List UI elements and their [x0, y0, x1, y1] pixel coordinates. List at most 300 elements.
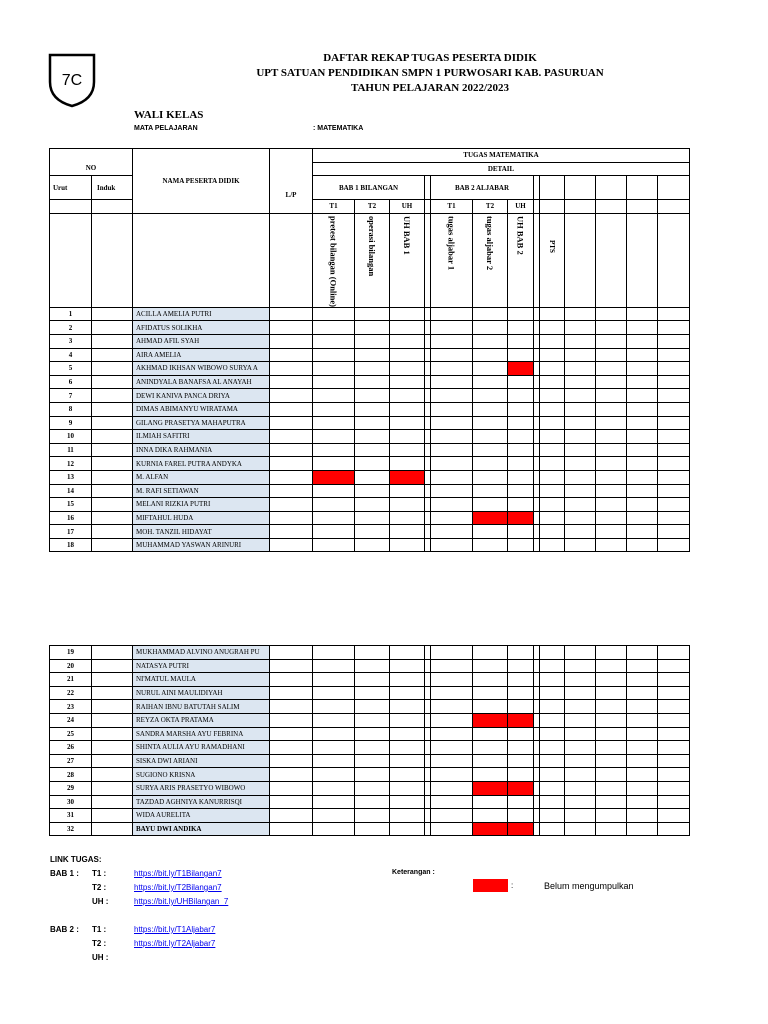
task-cell	[658, 795, 690, 809]
table-row	[50, 498, 690, 512]
student-lp	[270, 457, 313, 471]
task-cell	[473, 402, 508, 416]
task-cell	[565, 754, 596, 768]
legend-red-swatch	[473, 879, 508, 892]
task-cell	[627, 443, 658, 457]
task-cell	[313, 443, 355, 457]
bab2-t2-label: T2 :	[92, 939, 107, 948]
task-cell	[431, 430, 473, 444]
bab2-uh-label: UH :	[92, 953, 109, 962]
task-cell	[540, 809, 565, 823]
task-cell	[355, 646, 390, 660]
student-name: DIMAS ABIMANYU WIRATAMA	[133, 402, 270, 416]
desc-pts: PTS	[548, 239, 556, 253]
task-cell	[473, 646, 508, 660]
task-cell	[355, 402, 390, 416]
task-cell-missing	[508, 511, 534, 525]
task-cell	[627, 375, 658, 389]
task-cell	[596, 713, 627, 727]
task-cell	[355, 389, 390, 403]
table-row	[50, 686, 690, 700]
student-name: NURUL AINI MAULIDIYAH	[133, 686, 270, 700]
task-cell	[540, 457, 565, 471]
task-cell	[355, 713, 390, 727]
bab2-t2-link[interactable]: https://bit.ly/T2Aljabar7	[134, 939, 216, 948]
bab1-header: BAB 1 BILANGAN	[313, 176, 425, 200]
student-name: REYZA OKTA PRATAMA	[133, 713, 270, 727]
task-cell	[627, 362, 658, 376]
task-cell	[431, 362, 473, 376]
task-cell	[565, 457, 596, 471]
task-cell	[431, 727, 473, 741]
task-cell	[313, 538, 355, 552]
student-induk	[92, 822, 133, 836]
task-cell-missing	[508, 781, 534, 795]
student-induk	[92, 498, 133, 512]
student-induk	[92, 713, 133, 727]
task-cell	[596, 470, 627, 484]
task-cell	[596, 538, 627, 552]
student-number: 31	[50, 809, 92, 823]
task-cell	[313, 389, 355, 403]
table-row	[50, 538, 690, 552]
task-cell	[565, 334, 596, 348]
task-cell	[313, 646, 355, 660]
student-number: 17	[50, 525, 92, 539]
bab1-uh-label: UH :	[92, 897, 109, 906]
task-cell	[540, 538, 565, 552]
recap-table-part-1	[49, 148, 690, 552]
bab1-uh-header: UH	[390, 200, 425, 214]
task-cell	[355, 781, 390, 795]
task-cell	[627, 525, 658, 539]
student-lp	[270, 416, 313, 430]
task-cell	[540, 402, 565, 416]
bab2-uh-header: UH	[508, 200, 534, 214]
student-induk	[92, 525, 133, 539]
student-induk	[92, 457, 133, 471]
task-cell	[540, 430, 565, 444]
task-cell	[431, 348, 473, 362]
task-cell	[355, 673, 390, 687]
task-cell	[565, 348, 596, 362]
task-cell	[658, 511, 690, 525]
student-lp	[270, 822, 313, 836]
student-name: TAZDAD AGHNIYA KANURRISQI	[133, 795, 270, 809]
student-induk	[92, 795, 133, 809]
task-cell	[431, 457, 473, 471]
task-cell	[473, 389, 508, 403]
task-cell	[627, 741, 658, 755]
student-lp	[270, 809, 313, 823]
task-cell	[390, 443, 425, 457]
student-lp	[270, 713, 313, 727]
desc-aljabar-1: tugas aljabar 1	[446, 215, 457, 270]
task-cell	[508, 348, 534, 362]
student-induk	[92, 470, 133, 484]
student-name: MUHAMMAD YASWAN ARINURI	[133, 538, 270, 552]
bab1-t1-link[interactable]: https://bit.ly/T1Bilangan7	[134, 869, 222, 878]
student-lp	[270, 334, 313, 348]
task-cell	[355, 362, 390, 376]
student-name: WIDA AURELITA	[133, 809, 270, 823]
task-cell	[565, 822, 596, 836]
task-cell	[627, 416, 658, 430]
bab1-t1-label: T1 :	[92, 869, 107, 878]
task-cell	[565, 470, 596, 484]
class-badge-logo	[47, 52, 97, 108]
task-cell	[390, 307, 425, 321]
task-cell	[596, 362, 627, 376]
task-cell	[431, 443, 473, 457]
task-cell	[565, 795, 596, 809]
task-cell	[565, 538, 596, 552]
task-cell	[627, 389, 658, 403]
task-cell	[540, 741, 565, 755]
task-cell	[355, 375, 390, 389]
table-row	[50, 375, 690, 389]
task-cell	[431, 334, 473, 348]
task-cell	[627, 659, 658, 673]
task-cell	[540, 416, 565, 430]
task-cell	[540, 470, 565, 484]
student-name: M. RAFI SETIAWAN	[133, 484, 270, 498]
task-cell	[431, 646, 473, 660]
task-cell	[390, 321, 425, 335]
student-number: 10	[50, 430, 92, 444]
table-row	[50, 795, 690, 809]
task-cell	[390, 375, 425, 389]
task-cell	[355, 348, 390, 362]
task-cell	[431, 525, 473, 539]
task-cell	[473, 525, 508, 539]
task-cell	[313, 321, 355, 335]
task-cell	[431, 389, 473, 403]
table-row	[50, 362, 690, 376]
task-cell	[508, 457, 534, 471]
task-cell	[565, 443, 596, 457]
task-cell	[540, 686, 565, 700]
task-cell	[565, 321, 596, 335]
task-cell-missing	[313, 470, 355, 484]
bab2-t1-label: T1 :	[92, 925, 107, 934]
task-cell	[313, 484, 355, 498]
link-tugas-label: LINK TUGAS:	[50, 855, 102, 864]
table-row	[50, 443, 690, 457]
task-cell	[540, 362, 565, 376]
student-induk	[92, 430, 133, 444]
student-induk	[92, 321, 133, 335]
task-cell	[627, 781, 658, 795]
task-cell	[431, 659, 473, 673]
task-cell	[473, 727, 508, 741]
task-cell	[596, 402, 627, 416]
task-cell	[431, 781, 473, 795]
task-cell	[658, 307, 690, 321]
task-cell	[355, 334, 390, 348]
task-cell	[431, 686, 473, 700]
task-cell	[565, 673, 596, 687]
task-cell	[431, 321, 473, 335]
task-cell	[658, 362, 690, 376]
task-cell	[431, 741, 473, 755]
task-cell	[508, 484, 534, 498]
task-cell-missing	[473, 822, 508, 836]
task-cell	[565, 402, 596, 416]
table-row	[50, 659, 690, 673]
task-cell	[508, 402, 534, 416]
student-lp	[270, 321, 313, 335]
task-cell	[390, 538, 425, 552]
table-row	[50, 822, 690, 836]
student-induk	[92, 646, 133, 660]
task-cell	[390, 498, 425, 512]
student-induk	[92, 307, 133, 321]
task-cell	[313, 430, 355, 444]
task-cell	[473, 659, 508, 673]
student-name: SISKA DWI ARIANI	[133, 754, 270, 768]
task-cell	[658, 402, 690, 416]
bab1-t1-header: T1	[313, 200, 355, 214]
student-induk	[92, 727, 133, 741]
task-cell	[658, 498, 690, 512]
task-cell	[596, 673, 627, 687]
task-cell	[390, 673, 425, 687]
task-cell	[313, 727, 355, 741]
task-cell	[355, 754, 390, 768]
task-cell	[540, 307, 565, 321]
task-cell	[431, 538, 473, 552]
task-cell	[596, 389, 627, 403]
task-cell	[473, 538, 508, 552]
student-number: 16	[50, 511, 92, 525]
task-cell	[627, 538, 658, 552]
student-induk	[92, 416, 133, 430]
task-cell	[596, 484, 627, 498]
task-cell	[540, 334, 565, 348]
task-cell	[355, 511, 390, 525]
task-cell	[508, 727, 534, 741]
task-cell-missing	[508, 362, 534, 376]
task-cell	[658, 659, 690, 673]
task-cell	[596, 375, 627, 389]
student-number: 9	[50, 416, 92, 430]
task-cell	[565, 389, 596, 403]
task-cell	[658, 727, 690, 741]
task-cell-missing	[508, 713, 534, 727]
task-cell	[540, 781, 565, 795]
task-cell	[473, 754, 508, 768]
student-number: 28	[50, 768, 92, 782]
task-cell	[313, 686, 355, 700]
class-badge-text: 7C	[61, 72, 83, 89]
recap-table-part-2	[49, 645, 690, 836]
student-induk	[92, 443, 133, 457]
table-row	[50, 781, 690, 795]
student-name: ANINDYALA BANAFSA AL ANAYAH	[133, 375, 270, 389]
task-cell	[565, 659, 596, 673]
student-lp	[270, 768, 313, 782]
bab1-uh-link[interactable]: https://bit.ly/UHBilangan_7	[134, 897, 229, 906]
title-line-2: UPT SATUAN PENDIDIKAN SMPN 1 PURWOSARI KAB. PASURUAN	[256, 67, 604, 79]
student-name: BAYU DWI ANDIKA	[133, 822, 270, 836]
desc-uh-bab2: UH BAB 2	[515, 215, 526, 255]
task-cell	[565, 809, 596, 823]
student-lp	[270, 781, 313, 795]
title-line-3: TAHUN PELAJARAN 2022/2023	[350, 82, 510, 94]
task-cell	[355, 686, 390, 700]
task-cell	[658, 646, 690, 660]
task-cell	[313, 754, 355, 768]
table-row	[50, 457, 690, 471]
col-induk-header: Induk	[92, 176, 133, 200]
task-cell-missing	[390, 470, 425, 484]
task-cell	[565, 484, 596, 498]
student-lp	[270, 727, 313, 741]
task-cell	[390, 809, 425, 823]
student-induk	[92, 768, 133, 782]
task-cell	[390, 795, 425, 809]
task-cell	[473, 334, 508, 348]
task-cell	[627, 700, 658, 714]
student-number: 8	[50, 402, 92, 416]
task-cell	[627, 348, 658, 362]
student-number: 15	[50, 498, 92, 512]
task-cell	[390, 334, 425, 348]
task-cell	[473, 673, 508, 687]
task-cell	[355, 457, 390, 471]
task-cell	[508, 700, 534, 714]
task-cell	[355, 538, 390, 552]
task-cell	[627, 307, 658, 321]
student-lp	[270, 659, 313, 673]
task-cell	[627, 673, 658, 687]
student-induk	[92, 484, 133, 498]
student-lp	[270, 498, 313, 512]
student-name: MUKHAMMAD ALVINO ANUGRAH PU	[133, 646, 270, 660]
task-cell	[431, 498, 473, 512]
task-cell	[390, 713, 425, 727]
student-name: DEWI KANIVA PANCA DRIYA	[133, 389, 270, 403]
task-cell	[508, 538, 534, 552]
task-cell	[313, 511, 355, 525]
task-cell	[565, 768, 596, 782]
task-cell	[473, 430, 508, 444]
task-cell	[473, 741, 508, 755]
student-number: 5	[50, 362, 92, 376]
task-cell	[473, 362, 508, 376]
bab2-t1-link[interactable]: https://bit.ly/T1Aljabar7	[134, 925, 216, 934]
table-row	[50, 470, 690, 484]
task-cell	[658, 321, 690, 335]
task-cell	[627, 321, 658, 335]
bab1-t2-link[interactable]: https://bit.ly/T2Bilangan7	[134, 883, 222, 892]
col-no-header: NO	[85, 164, 97, 173]
task-cell	[658, 348, 690, 362]
student-number: 21	[50, 673, 92, 687]
task-cell	[313, 362, 355, 376]
task-cell	[473, 470, 508, 484]
keterangan-label: Keterangan :	[392, 869, 435, 876]
task-cell	[540, 700, 565, 714]
mata-pelajaran-label: MATA PELAJARAN	[134, 125, 198, 132]
task-cell	[627, 686, 658, 700]
task-cell	[508, 389, 534, 403]
student-number: 1	[50, 307, 92, 321]
task-cell	[313, 781, 355, 795]
task-cell	[565, 727, 596, 741]
student-induk	[92, 781, 133, 795]
task-cell	[473, 321, 508, 335]
task-cell	[565, 362, 596, 376]
task-cell	[390, 754, 425, 768]
tugas-header: TUGAS MATEMATIKA	[313, 149, 690, 163]
task-cell	[473, 484, 508, 498]
task-cell	[390, 659, 425, 673]
student-name: RAIHAN IBNU BATUTAH SALIM	[133, 700, 270, 714]
task-cell	[390, 484, 425, 498]
task-cell	[508, 307, 534, 321]
desc-uh-bab1: UH BAB 1	[402, 215, 412, 255]
task-cell	[658, 375, 690, 389]
task-cell	[390, 416, 425, 430]
student-lp	[270, 741, 313, 755]
task-cell	[508, 525, 534, 539]
task-cell	[658, 430, 690, 444]
task-cell	[313, 457, 355, 471]
student-number: 18	[50, 538, 92, 552]
legend-colon: :	[511, 881, 514, 890]
student-number: 19	[50, 646, 92, 660]
task-cell	[431, 768, 473, 782]
bab2-t1-header: T1	[431, 200, 473, 214]
task-cell	[390, 402, 425, 416]
task-cell	[627, 795, 658, 809]
task-cell	[313, 498, 355, 512]
table-row	[50, 484, 690, 498]
student-induk	[92, 686, 133, 700]
task-cell	[627, 768, 658, 782]
bab2-t2-header: T2	[473, 200, 508, 214]
student-induk	[92, 809, 133, 823]
task-cell	[596, 659, 627, 673]
task-cell	[596, 646, 627, 660]
table-row	[50, 809, 690, 823]
task-cell	[313, 741, 355, 755]
student-number: 24	[50, 713, 92, 727]
task-cell	[596, 321, 627, 335]
task-cell	[390, 727, 425, 741]
task-cell	[431, 511, 473, 525]
task-cell	[508, 334, 534, 348]
student-number: 32	[50, 822, 92, 836]
table-row	[50, 402, 690, 416]
task-cell	[355, 741, 390, 755]
task-cell	[565, 686, 596, 700]
task-cell	[565, 781, 596, 795]
task-cell	[658, 457, 690, 471]
student-name: ACILLA AMELIA PUTRI	[133, 307, 270, 321]
task-cell	[508, 795, 534, 809]
task-cell	[596, 822, 627, 836]
task-cell	[627, 713, 658, 727]
student-number: 20	[50, 659, 92, 673]
task-cell	[390, 768, 425, 782]
task-cell	[565, 307, 596, 321]
col-lp-header: L/P	[285, 190, 297, 199]
task-cell	[540, 443, 565, 457]
task-cell-missing	[508, 822, 534, 836]
